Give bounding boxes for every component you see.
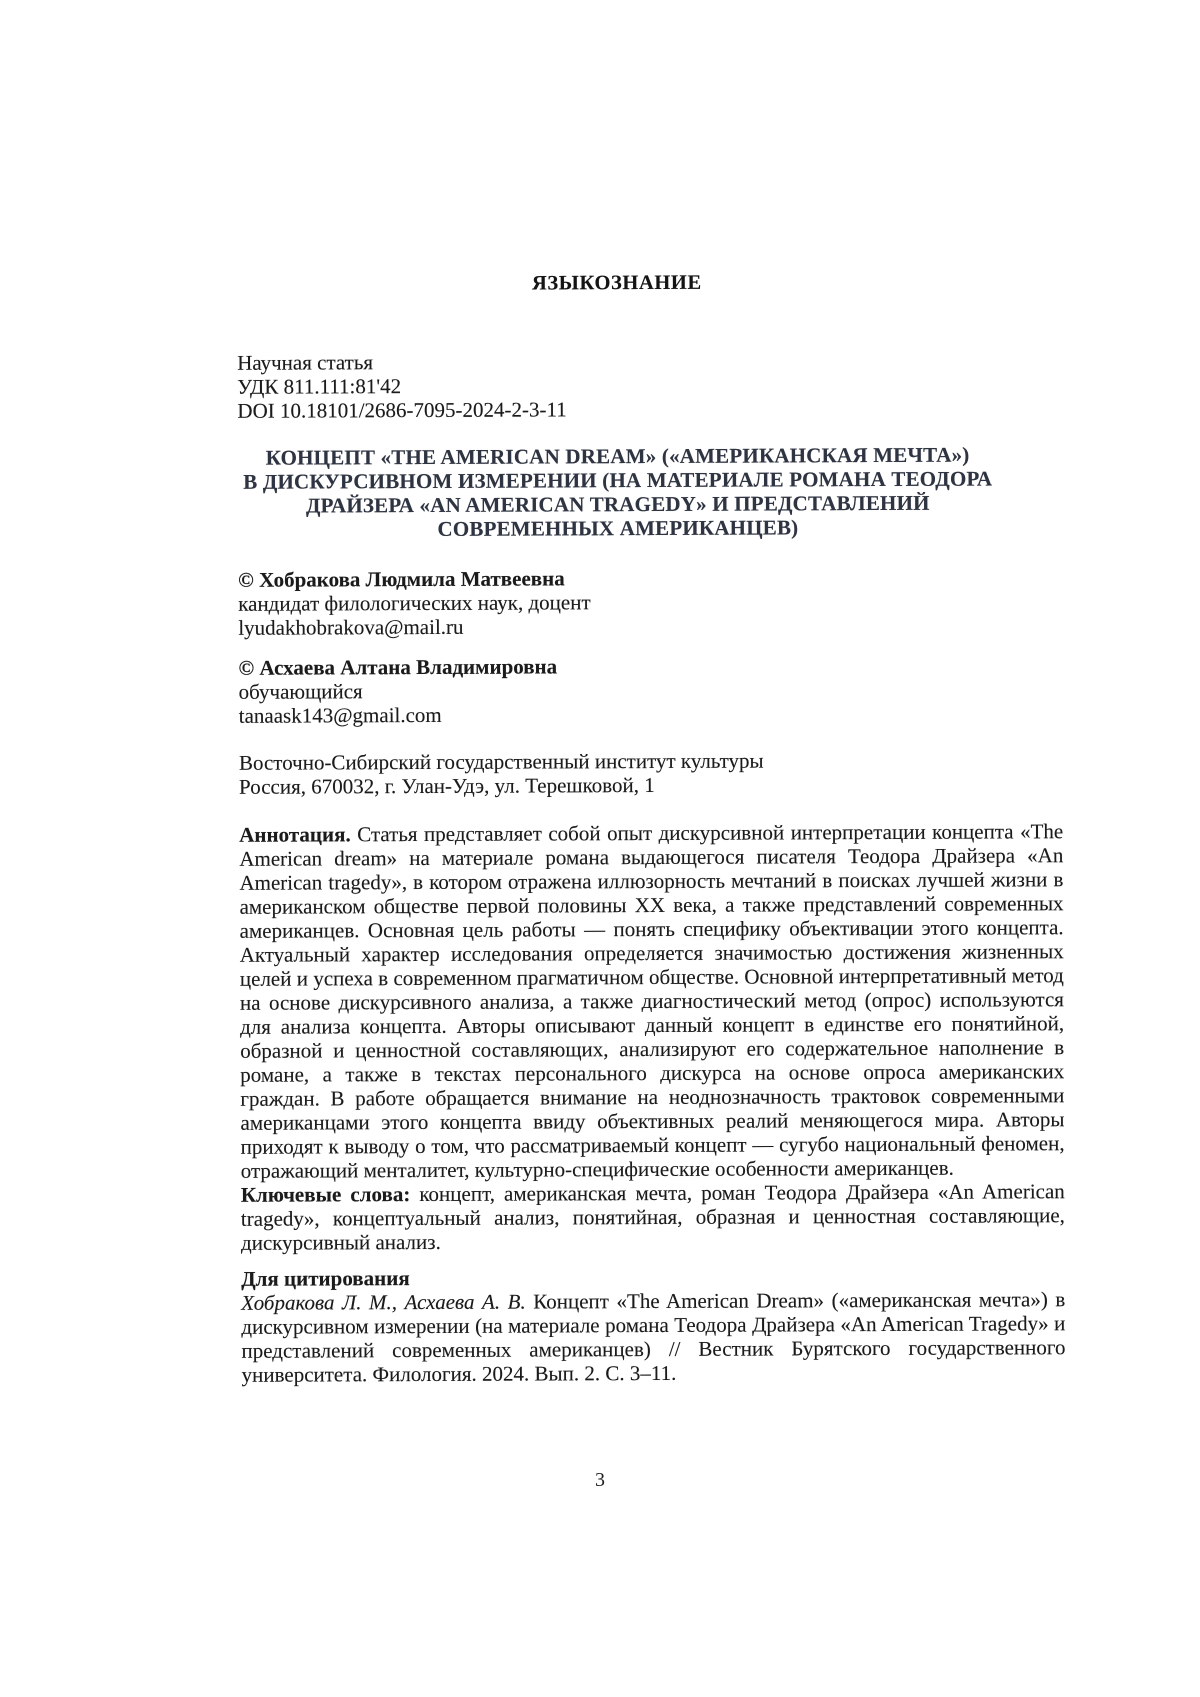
citation-heading: Для цитирования <box>241 1266 410 1291</box>
keywords-text: концепт, американская мечта, роман Теодора Драйзера «An American tragedy», концептуальный анализ, понятийная, образная и ценностная составляющие, дискурсивный анализ. <box>240 1179 1065 1255</box>
article-title-line-2: В ДИСКУРСИВНОМ ИЗМЕРЕНИИ (НА МАТЕРИАЛЕ РОМАНА ТЕОДОРА <box>243 466 993 494</box>
page-number: 3 <box>595 1469 605 1491</box>
author-2-position: обучающийся <box>238 679 363 704</box>
page-content <box>236 0 1066 1387</box>
author-block-2 <box>238 652 1062 728</box>
udc-number: УДК 811.111:81'42 <box>237 374 402 399</box>
abstract-text: Статья представляет собой опыт дискурсивной интерпретации концепта «The American dream» на материале романа выдающегося писателя Теодора Драйзера «An American tragedy», в котором отражена иллюзорность мечтаний в поисках лучшей жизни в американском обществе первой половины XX века, а также представлений современных американцев. Основная цель работы — понять специфику объективации этого концепта. Актуальный характер исследования определяется значимостью достижения жизненных целей и успеха в современном прагматичном обществе. Основной интерпретативный метод на основе дискурсивного анализа, а также диагностический метод (опрос) используются для анализа концепта. Авторы описывают данный концепт в единстве его понятийной, образной и ценностной составляющих, анализируют его содержательное наполнение в романе, а также в текстах персонального дискурса на основе опроса американских граждан. В работе обращается внимание на неоднозначность трактовок современными американцами этого концепта ввиду объективных реалий меняющегося мира. Авторы приходят к выводу о том, что рассматриваемый концепт — сугубо национальный феномен, отражающий менталитет, культурно-специфические особенности американцев. <box>239 819 1065 1183</box>
abstract-paragraph <box>239 819 1065 1183</box>
keywords-paragraph <box>241 1179 1065 1255</box>
article-meta <box>237 347 1061 423</box>
affiliation-address: Россия, 670032, г. Улан-Удэ, ул. Терешковой, 1 <box>238 772 655 799</box>
article-title <box>238 442 998 541</box>
author-2-email: tanaask143@gmail.com <box>238 702 442 728</box>
keywords-label: Ключевые слова: <box>240 1182 411 1207</box>
author-block-1 <box>238 564 1062 640</box>
author-2-name: © Асхаева Алтана Владимировна <box>238 654 558 680</box>
journal-section-heading: ЯЗЫКОЗНАНИЕ <box>531 271 702 295</box>
article-title-line-1: КОНЦЕПТ «THE AMERICAN DREAM» («АМЕРИКАНСКАЯ МЕЧТА») <box>265 442 970 470</box>
author-1-position: кандидат филологических наук, доцент <box>238 590 591 616</box>
article-title-line-4: СОВРЕМЕННЫХ АМЕРИКАНЦЕВ) <box>437 515 799 541</box>
article-title-line-3: ДРАЙЗЕРА «AN AMERICAN TRAGEDY» И ПРЕДСТАВЛЕНИЙ <box>305 490 930 518</box>
affiliation <box>239 747 1063 799</box>
article-type: Научная статья <box>237 350 374 375</box>
affiliation-institution: Восточно-Сибирский государственный институт культуры <box>238 748 764 775</box>
citation-paragraph <box>241 1287 1065 1387</box>
author-1-email: lyudakhobrakova@mail.ru <box>238 614 464 640</box>
abstract-label: Аннотация. <box>239 822 351 847</box>
citation-text: Концепт «The American Dream» («американская мечта») в дискурсивном измерении (на материале романа Теодора Драйзера «An American Tragedy» и представлений современных американцев) // Вестник Бурятского государственного университета. Филология. 2024. Вып. 2. С. 3–11. <box>241 1287 1066 1387</box>
author-1-name: © Хобракова Людмила Матвеевна <box>238 566 565 592</box>
doi-number: DOI 10.18101/2686-7095-2024-2-3-11 <box>237 397 567 423</box>
citation-authors: Хобракова Л. М., Асхаева А. В. <box>241 1289 526 1315</box>
